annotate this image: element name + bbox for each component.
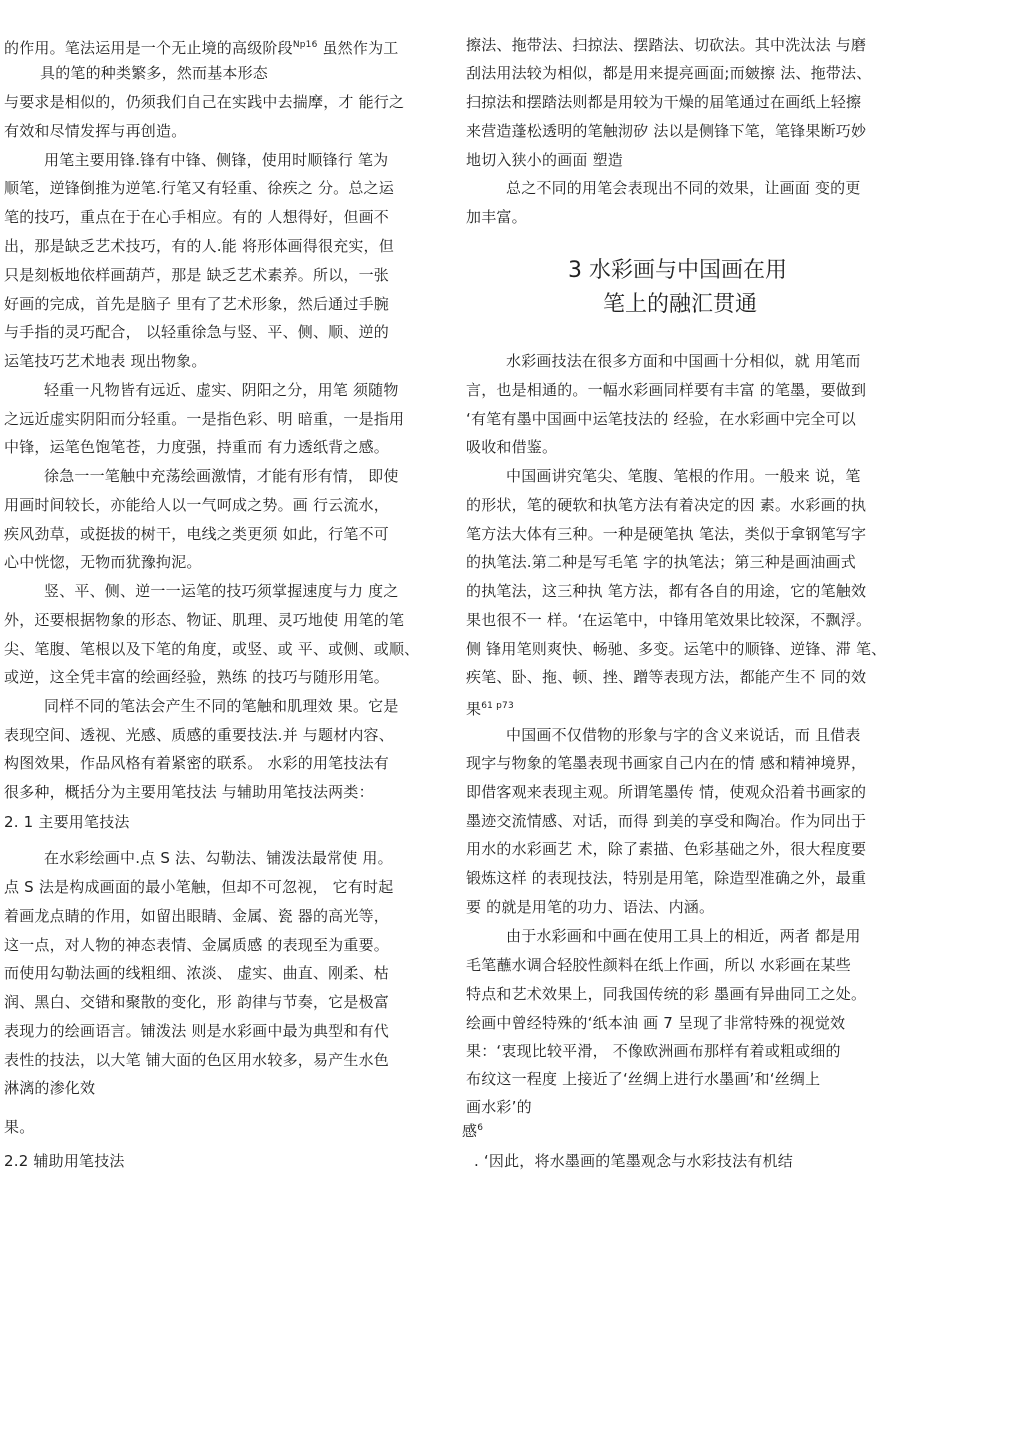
text-line bbox=[466, 954, 851, 976]
text-line bbox=[466, 983, 866, 1005]
text-line bbox=[474, 1150, 793, 1172]
text-line bbox=[466, 638, 886, 660]
citation-marker: Np16 bbox=[292, 40, 318, 50]
line-text: 扫掠法和摆踏法则都是用较为干燥的届笔通过在画纸上轻擦 bbox=[466, 93, 862, 111]
text-line bbox=[44, 847, 393, 869]
line-text: 好画的完成，首先是脑子 里有了艺术形象，然后通过手腕 bbox=[4, 295, 389, 313]
text-line bbox=[466, 206, 527, 228]
line-text: 而使用勾勒法画的线粗细、浓淡、 虚实、曲直、刚柔、枯 bbox=[4, 964, 389, 982]
text-line bbox=[4, 1077, 95, 1099]
text-line bbox=[466, 120, 866, 142]
line-text: 点 S 法是构成画面的最小笔触，但却不可忽视， 它有时起 bbox=[4, 878, 394, 896]
line-text: 加丰富。 bbox=[466, 208, 527, 226]
text-line bbox=[466, 436, 557, 458]
line-text: 果：‘衷现比较平滑， 不像欧洲画布那样有着或粗或细的 bbox=[466, 1042, 841, 1060]
line-text: 果 bbox=[466, 700, 482, 718]
line-text: 虽然作为工 bbox=[317, 39, 399, 57]
line-text: 擦法、拖带法、扫掠法、摆踏法、切砍法。其中洗汰法 与磨 bbox=[466, 36, 867, 54]
text-line bbox=[4, 120, 186, 142]
text-line bbox=[466, 896, 714, 918]
line-text: 中国画不仅借物的形象与字的含义来说话，而 且借表 bbox=[506, 726, 861, 744]
text-line bbox=[4, 934, 389, 956]
text-line bbox=[4, 34, 398, 59]
line-text: 在水彩绘画中.点 S 法、勾勒法、铺泼法最常使 用。 bbox=[44, 849, 393, 867]
text-line bbox=[466, 91, 861, 113]
text-line bbox=[466, 695, 514, 720]
text-line bbox=[4, 811, 130, 833]
text-line bbox=[506, 724, 861, 746]
citation-marker: 6 bbox=[477, 1123, 484, 1133]
line-text: 着画龙点睛的作用，如留出眼睛、金属、瓷 器的高光等， bbox=[4, 907, 389, 925]
line-text: 很多种，概括分为主要用笔技法 与辅助用笔技法两类： bbox=[4, 783, 374, 801]
text-line bbox=[466, 1012, 845, 1034]
line-text: 同样不同的笔法会产生不同的笔触和肌理效 果。它是 bbox=[44, 697, 399, 715]
line-text: 的执笔法，这三种执 笔方法，都有各自的用途，它的笔触效 bbox=[466, 582, 867, 600]
text-line bbox=[506, 177, 861, 199]
line-text: 地切入狭小的画面 塑造 bbox=[466, 151, 623, 169]
line-text: 现字与物象的笔墨表现书画家自己内在的情 感和精神境界， bbox=[466, 754, 867, 772]
line-text: 言，也是相通的。一幅水彩画同样要有丰富 的笔墨，要做到 bbox=[466, 381, 867, 399]
text-line bbox=[466, 1096, 532, 1118]
line-text: 即借客观来表现主观。所谓笔墨传 情，使观众沿着书画家的 bbox=[466, 783, 867, 801]
line-text: 2. 1 主要用笔技法 bbox=[4, 813, 130, 831]
line-text: 的执笔法.第二种是写毛笔 字的执笔法；第三种是画油画式 bbox=[466, 553, 856, 571]
line-text: 笔的技巧，重点在于在心手相应。有的 人想得好，但画不 bbox=[4, 208, 389, 226]
line-text: 的形状，笔的硬软和执笔方法有着决定的因 素。水彩画的执 bbox=[466, 496, 867, 514]
text-line bbox=[40, 62, 268, 84]
line-text: 竖、平、侧、逆一一运笔的技巧须掌握速度与力 度之 bbox=[44, 582, 399, 600]
text-line bbox=[466, 62, 871, 84]
text-line bbox=[44, 379, 399, 401]
text-line bbox=[466, 551, 856, 573]
text-line bbox=[4, 724, 394, 746]
text-line bbox=[4, 408, 404, 430]
line-text: 布纹这一程度 上接近了‘丝绸上进行水墨画’和‘丝绸上 bbox=[466, 1070, 821, 1088]
line-text: 顺笔，逆锋倒推为逆笔.行笔又有轻重、徐疾之 分。总之运 bbox=[4, 179, 394, 197]
line-text: 疾笔、卧、拖、顿、挫、蹭等表现方法，都能产生不 同的效 bbox=[466, 668, 867, 686]
line-text: 总之不同的用笔会表现出不同的效果，让画面 变的更 bbox=[506, 179, 861, 197]
text-line bbox=[4, 1020, 389, 1042]
text-line bbox=[4, 781, 374, 803]
text-line bbox=[506, 925, 861, 947]
text-line bbox=[4, 638, 419, 660]
text-line bbox=[466, 523, 866, 545]
text-line bbox=[506, 465, 861, 487]
text-line bbox=[466, 752, 866, 774]
line-text: 润、黑白、交错和聚散的变化，形 韵律与节奏，它是极富 bbox=[4, 993, 389, 1011]
line-text: 画水彩’的 bbox=[466, 1098, 532, 1116]
line-text: 水彩画技法在很多方面和中国画十分相似，就 用笔而 bbox=[506, 352, 861, 370]
text-line bbox=[4, 752, 389, 774]
line-text: 锻炼这样 的表现技法，特别是用笔，除造型准确之外，最重 bbox=[466, 869, 867, 887]
text-line bbox=[44, 695, 399, 717]
line-text: 心中恍惚，无物而犹豫拘泥。 bbox=[4, 553, 202, 571]
text-line bbox=[466, 34, 866, 56]
line-text: 表现力的绘画语言。铺泼法 则是水彩画中最为典型和有代 bbox=[4, 1022, 389, 1040]
text-line bbox=[4, 666, 389, 688]
text-line bbox=[4, 235, 394, 257]
line-text: 与要求是相似的，仍须我们自己在实践中去揣摩，才 能行之 bbox=[4, 93, 405, 111]
line-text: 侧 锋用笔则爽快、畅驰、多变。运笔中的顺锋、逆锋、滞 笔、 bbox=[466, 640, 887, 658]
line-text: 来营造蓬松透明的笔触沏矽 法以是侧锋下笔，笔锋果断巧妙 bbox=[466, 122, 867, 140]
text-line bbox=[4, 991, 389, 1013]
line-text: 表性的技法，以大笔 铺大面的色区用水较多，易产生水色 bbox=[4, 1051, 389, 1069]
line-text: 刮法用法较为相似，都是用来提亮画面;而皴擦 法、拖带法、 bbox=[466, 64, 872, 82]
text-line bbox=[4, 1150, 125, 1172]
text-line bbox=[4, 1116, 34, 1138]
line-text: 用水的水彩画艺 术，除了素描、色彩基础之外，很大程度要 bbox=[466, 840, 867, 858]
text-line bbox=[4, 551, 202, 573]
line-text: 用画时间较长，亦能给人以一气呵成之势。画 行云流水， bbox=[4, 496, 389, 514]
line-text: 只是刻板地依样画葫芦，那是 缺乏艺术素养。所以，一张 bbox=[4, 266, 389, 284]
line-text: 外，还要根据物象的形态、物证、肌理、灵巧地使 用笔的笔 bbox=[4, 611, 405, 629]
text-line bbox=[603, 290, 757, 320]
line-text: 用笔主要用锋.锋有中锋、侧锋，使用时顺锋行 笔为 bbox=[44, 151, 389, 169]
text-line bbox=[4, 523, 389, 545]
text-line bbox=[4, 177, 394, 199]
line-text: 淋漓的渗化效 bbox=[4, 1079, 96, 1097]
text-line bbox=[466, 580, 866, 602]
line-text: 或逆，这全凭丰富的绘画经验，熟练 的技巧与随形用笔。 bbox=[4, 668, 389, 686]
text-line bbox=[44, 580, 399, 602]
text-line bbox=[466, 379, 866, 401]
line-text: 由于水彩画和中画在使用工具上的相近，两者 都是用 bbox=[506, 927, 861, 945]
text-line bbox=[466, 494, 866, 516]
line-text: 绘画中曾经特殊的‘纸本油 画 7 呈现了非常特殊的视觉效 bbox=[466, 1014, 846, 1032]
text-line bbox=[4, 962, 389, 984]
line-text: 有效和尽情发挥与再创造。 bbox=[4, 122, 187, 140]
line-text: 运笔技巧艺术地表 现出物象。 bbox=[4, 352, 207, 370]
line-text: 疾风劲草，或挺拔的树干，电线之类更须 如此，行笔不可 bbox=[4, 525, 389, 543]
line-text: 轻重一凡物皆有远近、虚实、阴阳之分，用笔 须随物 bbox=[44, 381, 399, 399]
line-text: ‘有笔有墨中国画中运笔技法的 经验，在水彩画中完全可以 bbox=[466, 410, 856, 428]
line-text: 这一点，对人物的神态表情、金属质感 的表现至为重要。 bbox=[4, 936, 389, 954]
line-text: 墨迹交流情感、对话，而得 到美的享受和陶冶。作为同出于 bbox=[466, 812, 867, 830]
text-line bbox=[4, 293, 389, 315]
line-text: 果。 bbox=[4, 1118, 35, 1136]
line-text: 感 bbox=[462, 1122, 478, 1140]
line-text: 特点和艺术效果上，同我国传统的彩 墨画有异曲同工之处。 bbox=[466, 985, 867, 1003]
line-text: . ‘因此，将水墨画的笔墨观念与水彩技法有机结 bbox=[474, 1152, 793, 1170]
line-text: 要 的就是用笔的功力、语法、内涵。 bbox=[466, 898, 715, 916]
text-line bbox=[466, 609, 871, 631]
text-line bbox=[466, 838, 866, 860]
line-text: 毛笔蘸水调合轻胶性颜料在纸上作画，所以 水彩画在某些 bbox=[466, 956, 851, 974]
text-line bbox=[4, 609, 404, 631]
text-line bbox=[4, 264, 389, 286]
line-text: 果也很不一 样。‘在运笔中，中锋用笔效果比较深，不飘浮。 bbox=[466, 611, 872, 629]
text-line bbox=[4, 905, 389, 927]
line-text: 表现空间、透视、光感、质感的重要技法.并 与题材内容、 bbox=[4, 726, 394, 744]
line-text: 中锋，运笔色饱笔苍，力度强，持重而 有力透纸背之感。 bbox=[4, 438, 389, 456]
line-text: 尖、笔腹、笔根以及下笔的角度，或竖、或 平、或侧、或顺、 bbox=[4, 640, 420, 658]
line-text: 出，那是缺乏艺术技巧，有的人.能 将形体画得很充实，但 bbox=[4, 237, 394, 255]
citation-marker: 61 p73 bbox=[481, 701, 514, 711]
line-text: 笔方法大体有三种。一种是硬笔执 笔法，类似于拿钢笔写字 bbox=[466, 525, 867, 543]
text-line bbox=[4, 350, 207, 372]
line-text: 中国画讲究笔尖、笔腹、笔根的作用。一般来 说，笔 bbox=[506, 467, 861, 485]
text-line bbox=[466, 149, 623, 171]
line-text: 之远近虚实阴阳而分轻重。一是指色彩、明 暗重，一是指用 bbox=[4, 410, 405, 428]
line-text: 的作用。笔法运用是一个无止境的高级阶段 bbox=[4, 39, 293, 57]
text-line bbox=[506, 350, 861, 372]
text-line bbox=[466, 867, 866, 889]
line-text: 吸收和借鉴。 bbox=[466, 438, 558, 456]
text-line bbox=[44, 465, 399, 487]
text-line bbox=[466, 810, 866, 832]
line-text: 具的笔的种类繁多，然而基本形态 bbox=[40, 64, 269, 82]
text-line bbox=[4, 876, 393, 898]
text-line bbox=[4, 1049, 389, 1071]
line-text: 构图效果，作品风格有着紧密的联系。 水彩的用笔技法有 bbox=[4, 754, 389, 772]
text-line bbox=[4, 436, 389, 458]
line-text: 徐急一一笔触中充荡绘画激情，才能有形有情， 即使 bbox=[44, 467, 399, 485]
text-line bbox=[4, 494, 389, 516]
text-line bbox=[466, 666, 866, 688]
text-line bbox=[462, 1117, 483, 1142]
text-line bbox=[4, 91, 404, 113]
text-line bbox=[466, 781, 866, 803]
line-text: 3 水彩画与中国画在用 bbox=[568, 258, 787, 283]
text-line bbox=[466, 1068, 820, 1090]
text-line bbox=[568, 256, 787, 286]
line-text: 笔上的融汇贯通 bbox=[603, 292, 758, 317]
line-text: 与手指的灵巧配合， 以轻重徐急与竖、平、侧、顺、逆的 bbox=[4, 323, 389, 341]
text-line bbox=[4, 321, 389, 343]
text-line bbox=[466, 408, 856, 430]
text-line bbox=[466, 1040, 841, 1062]
text-line bbox=[44, 149, 388, 171]
text-line bbox=[4, 206, 389, 228]
line-text: 2.2 辅助用笔技法 bbox=[4, 1152, 125, 1170]
